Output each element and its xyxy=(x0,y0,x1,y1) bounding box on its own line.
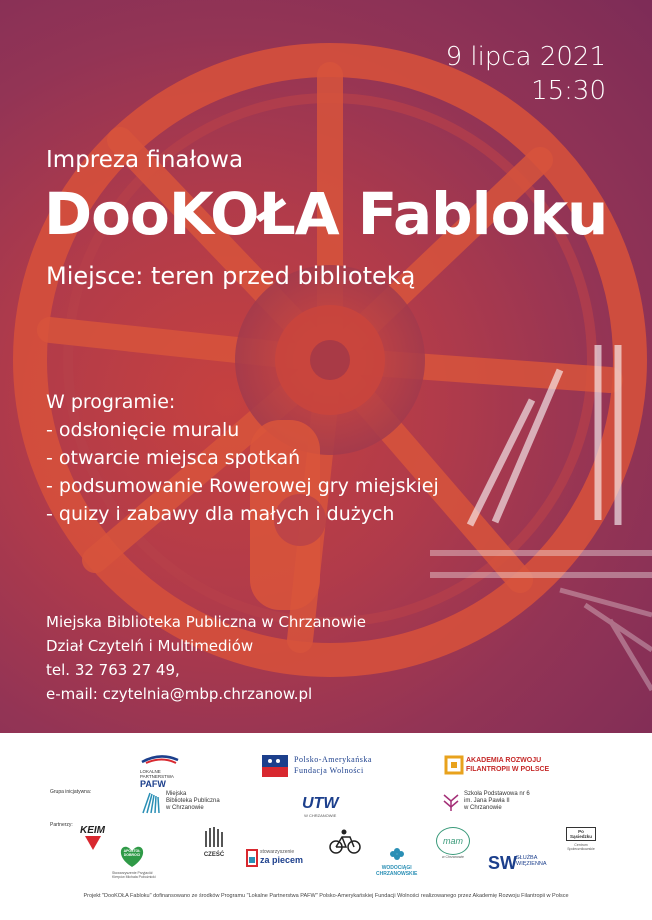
wodociagi-logo xyxy=(376,847,417,877)
sluzba-text xyxy=(516,855,547,867)
apostol-line2: DOBROCI xyxy=(123,853,141,857)
po-sasiedzku-sub xyxy=(566,843,596,851)
bicycle-icon xyxy=(328,829,362,855)
po-sasiedzku-box xyxy=(566,827,596,841)
contact-section xyxy=(46,610,366,706)
szkola-line3: w Chrzanowie xyxy=(464,805,502,811)
mbp-text xyxy=(166,791,220,812)
czesc-name: CZEŚĆ xyxy=(203,852,225,858)
czesc-logo xyxy=(203,827,225,858)
grupa-label: Grupa inicjatywna: xyxy=(50,789,92,795)
mam-name: mam xyxy=(436,827,470,855)
program-item: - otwarcie miejsca spotkań xyxy=(46,447,301,469)
wodociagi-line2: CHRZANOWSKIE xyxy=(376,871,418,877)
stowarzyszenie-mp-line2: Kierpów Michała Pobożnicki xyxy=(112,875,156,879)
bike-club-logo xyxy=(328,829,362,860)
po-sasiedzku-line3: Centrum xyxy=(574,843,588,847)
sponsor-logos-area xyxy=(0,733,652,920)
program-item: - podsumowanie Rowerowej gry miejskiej xyxy=(46,475,439,497)
program-heading: W programie: xyxy=(46,391,176,413)
organ-pipes-icon xyxy=(203,827,225,847)
mam-sub: w Chrzanowie xyxy=(442,855,464,859)
utw-sub: W CHRZANOWIE xyxy=(304,813,337,818)
za-piecem-text xyxy=(260,849,303,865)
po-sasiedzku-line4: Społecznikowskie xyxy=(567,847,595,851)
szkola-line1: Szkoła Podstawowa nr 6 xyxy=(464,791,530,797)
contact-line: Miejska Biblioteka Publiczna w Chrzanowie xyxy=(46,613,367,631)
keim-logo xyxy=(80,825,105,855)
za-piecem-icon xyxy=(246,849,258,867)
wodociagi-line1: WODOCIĄGI xyxy=(381,865,412,871)
partnerzy-label: Partnerzy: xyxy=(50,822,73,828)
mbp-line2: Biblioteka Publiczna xyxy=(166,798,220,804)
pafw-swoosh-icon xyxy=(140,754,180,764)
event-subtitle: Impreza finałowa xyxy=(46,147,244,173)
po-sasiedzku-logo xyxy=(566,827,596,851)
funding-footer: Projekt "DooKOŁA Fabloku" dofinansowano ze środków Programu "Lokalne Partnerstwa PAFW" Polsko-Amerykańskiej Fundacji Wolności realizowanego przez Akademię Rozwoju Filantropii w Polsce xyxy=(83,893,569,899)
contact-phone: tel. 32 763 27 49, xyxy=(46,661,180,679)
mbp-line1: Miejska xyxy=(166,791,187,797)
za-piecem-line2: za piecem xyxy=(260,855,304,865)
flag-icon xyxy=(262,755,288,777)
water-drops-icon xyxy=(389,848,405,860)
contact-email: e-mail: czytelnia@mbp.chrzanow.pl xyxy=(46,685,313,703)
pafw-small-logo xyxy=(140,751,200,789)
mbp-icon xyxy=(140,791,162,815)
pafw-small-line2: PARTNERSTWA xyxy=(140,774,174,779)
event-title: DooKOŁA Fabloku xyxy=(44,180,608,248)
program-section xyxy=(46,388,439,528)
sluzba-emblem-icon xyxy=(488,851,517,873)
pafw-line2: Fundacja Wolności xyxy=(294,766,364,775)
wodociagi-text xyxy=(376,865,417,877)
event-date xyxy=(446,40,606,108)
stowarzyszenie-mp-line1: Stowarzyszenie Przyjaciół xyxy=(112,871,153,875)
apostol-line1: APOSTOŁ xyxy=(123,849,141,853)
keim-name: KEIM xyxy=(80,825,105,836)
po-sasiedzku-line2: Sąsiedzku xyxy=(570,834,593,839)
pafw-line1: Polsko-Amerykańska xyxy=(294,755,372,764)
pafw-small-name: PAFW xyxy=(140,779,166,789)
event-time: 15:30 xyxy=(531,76,606,106)
keim-triangle-icon xyxy=(85,836,101,850)
event-venue: Miejsce: teren przed biblioteką xyxy=(46,262,416,290)
sluzba-line2: WIĘZIENNA xyxy=(516,861,547,867)
arfp-line2: FILANTROPII W POLSCE xyxy=(466,766,550,773)
mam-logo xyxy=(436,827,470,859)
szkola-text xyxy=(464,791,530,812)
program-item: - quizy i zabawy dla małych i dużych xyxy=(46,503,395,525)
mbp-line3: w Chrzanowie xyxy=(166,805,204,811)
stowarzyszenie-mp-text xyxy=(112,871,156,879)
event-day: 9 lipca 2021 xyxy=(445,42,606,72)
program-item: - odsłonięcie muralu xyxy=(46,419,240,441)
svg-text:SW: SW xyxy=(488,853,517,873)
apostol-logo xyxy=(112,845,156,879)
szkola-line2: im. Jana Pawła II xyxy=(464,798,510,804)
arfp-line1: AKADEMIA ROZWOJU xyxy=(466,757,542,764)
utw-logo xyxy=(302,795,338,818)
apostol-text xyxy=(121,849,143,857)
po-sasiedzku-line1: Po xyxy=(578,829,584,834)
szkola-icon xyxy=(442,791,460,811)
utw-name: UTW xyxy=(302,795,339,812)
za-piecem-line1: stowarzyszenie xyxy=(260,849,295,855)
sluzba-line1: SŁUŻBA xyxy=(516,855,538,861)
pafw-small-line1: LOKALNE xyxy=(140,769,161,774)
arfp-icon xyxy=(446,757,462,773)
contact-line: Dział Czytelń i Multimediów xyxy=(46,637,254,655)
